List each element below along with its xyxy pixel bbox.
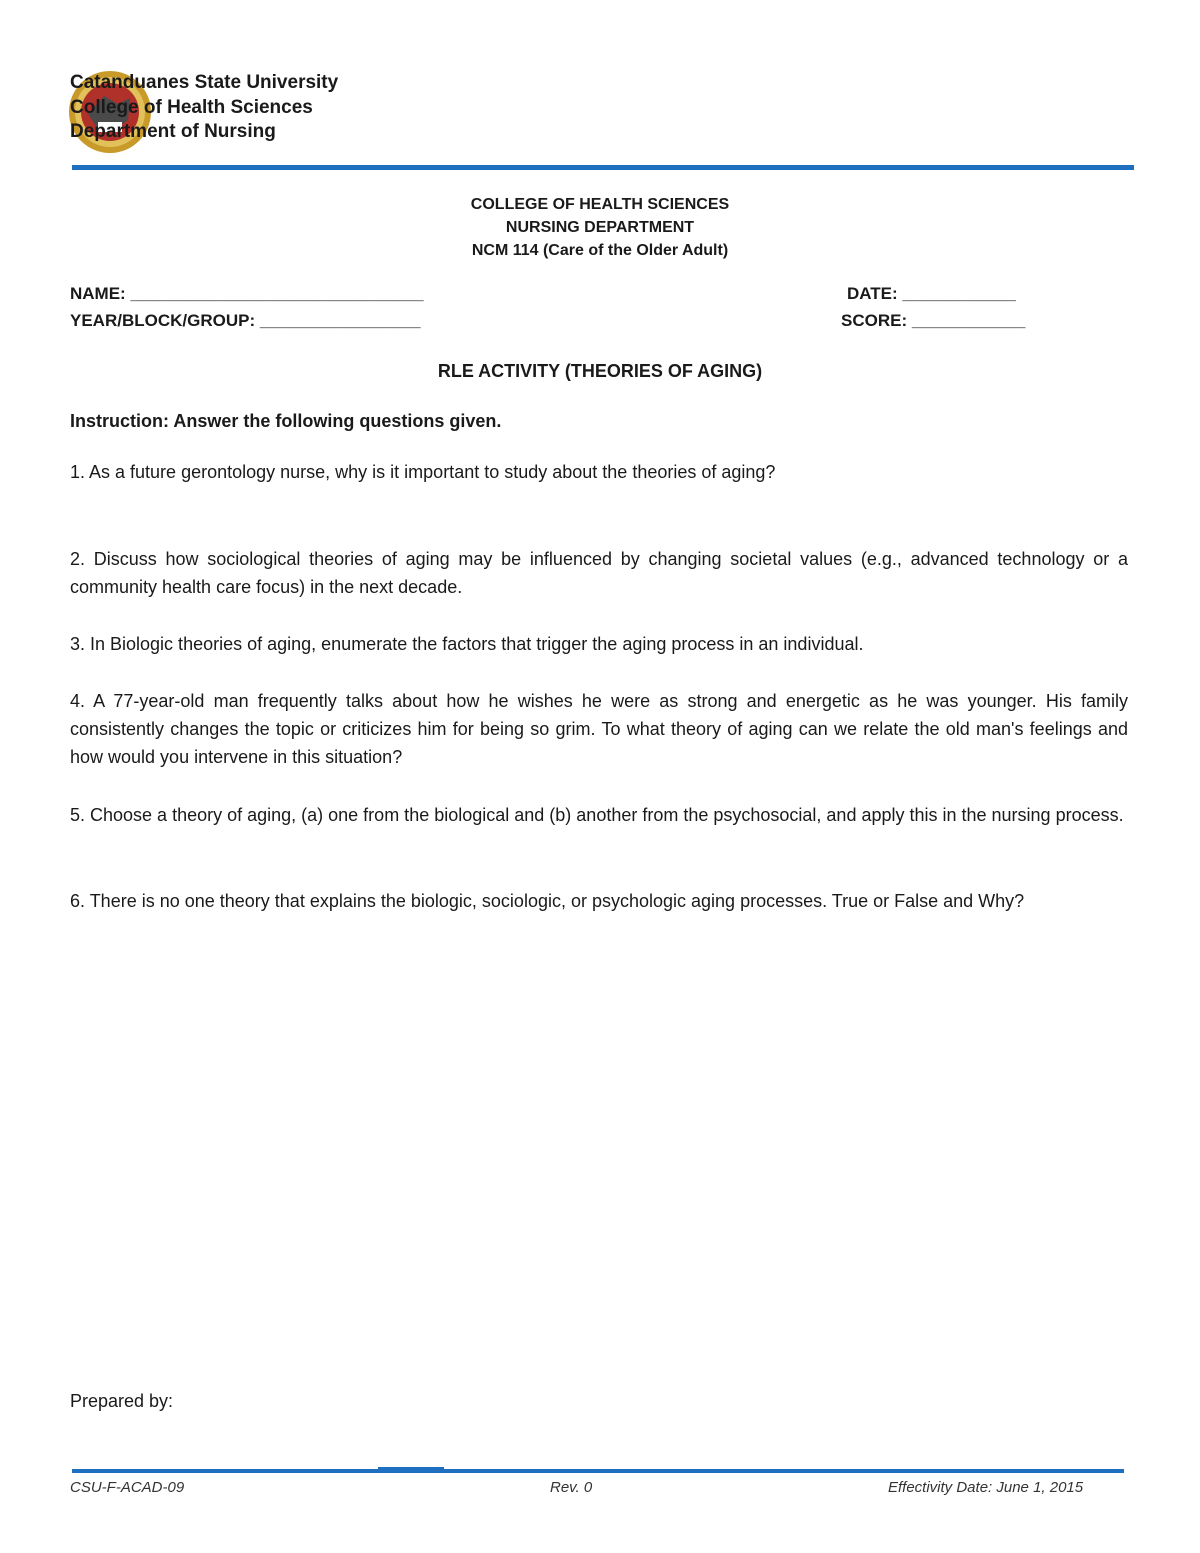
question-3: 3. In Biologic theories of aging, enumerate the factors that trigger the aging process in an individual. [70,634,864,654]
title-line-1: COLLEGE OF HEALTH SCIENCES [470,196,730,213]
question-4: 4. A 77-year-old man frequently talks about how he wishes he were as strong and energetic as he was younger. His family consistently changes the topic or criticizes him for being so grim. To what theory of aging can we relate the old man's feelings and how would you intervene in this situation? [70,691,1128,767]
year-block-group-field[interactable]: YEAR/BLOCK/GROUP: _________________ [70,311,421,330]
form-code: CSU-F-ACAD-09 [70,1479,185,1496]
title-line-2: NURSING DEPARTMENT [505,219,695,236]
course-title: NCM 114 (Care of the Older Adult) [471,242,729,259]
question-5: 5. Choose a theory of aging, (a) one from the biological and (b) another from the psychosocial, and apply this in the nursing process. [70,805,1124,825]
instruction: Instruction: Answer the following questions given. [70,411,502,431]
name-field[interactable]: NAME: _______________________________ [70,284,424,303]
footer-divider-accent [378,1467,444,1469]
question-6: 6. There is no one theory that explains the biologic, sociologic, or psychologic aging processes. True or False and Why? [70,891,1025,911]
university-name: Catanduanes State University [70,72,339,93]
question-2: 2. Discuss how sociological theories of aging may be influenced by changing societal values (e.g., advanced technology or a community health care focus) in the next decade. [70,549,1128,597]
college-name: College of Health Sciences [70,97,313,118]
effectivity-date: Effectivity Date: June 1, 2015 [888,1479,1084,1496]
department-name: Department of Nursing [70,121,276,142]
score-field[interactable]: SCORE: ____________ [841,311,1026,330]
activity-title: RLE ACTIVITY (THEORIES OF AGING) [437,361,763,381]
revision: Rev. 0 [550,1479,593,1496]
date-field[interactable]: DATE: ____________ [847,284,1016,303]
prepared-by: Prepared by: [70,1391,174,1411]
header-divider [72,165,1134,170]
footer-divider [72,1469,1124,1473]
question-1: 1. As a future gerontology nurse, why is it important to study about the theories of aging? [70,462,776,482]
